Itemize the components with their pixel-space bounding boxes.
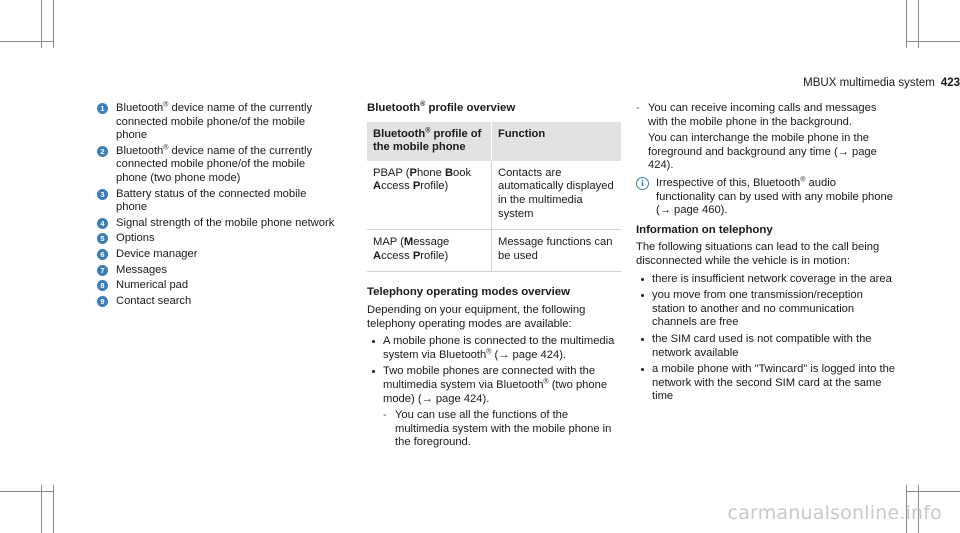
legend-item: 9 Contact search [97, 295, 337, 309]
info-intro: The following situations can lead to the call being disconnected while the vehicle is in motion: [636, 241, 880, 267]
crop-mark [906, 0, 907, 48]
table-row [367, 230, 621, 272]
bullet-item: there is insufficient network coverage in the area [636, 273, 898, 287]
table-cell: PBAP (Phone Book Access Profile) [367, 161, 492, 230]
table-cell: Message functions can be used [492, 230, 622, 272]
middle-column [367, 102, 625, 453]
legend-item: 5 Options [97, 232, 337, 246]
crop-mark [53, 0, 54, 48]
number-badge: 8 [97, 280, 108, 291]
legend-item: 3 Battery status of the connected mobile phone [97, 188, 337, 215]
dash-item: - You can use all the functions of the multimedia system with the mobile phone in the foreground. [383, 409, 625, 450]
table-header-cell: Function [492, 122, 622, 161]
table-cell: MAP (Message Access Profile) [367, 230, 492, 272]
profile-overview-heading: Bluetooth® profile overview [367, 101, 516, 114]
table-cell: Contacts are automatically displayed in the multimedia system [492, 161, 622, 230]
running-header [40, 77, 960, 91]
bullet-item: a mobile phone with "Twincard" is logged into the network with the second SIM card at the same time [636, 363, 898, 404]
page-number: 423 [940, 77, 960, 89]
number-badge: 7 [97, 265, 108, 276]
dash-item: - You can receive incoming calls and messages with the mobile phone in the background. [636, 102, 898, 129]
crop-mark [41, 485, 42, 533]
table-header-cell: Bluetooth® profile of the mobile phone [367, 122, 492, 161]
number-badge: 1 [97, 103, 108, 114]
bullet-item: A mobile phone is connected to the multimedia system via Bluetooth® (→ page 424). [367, 335, 625, 362]
table-row [367, 161, 621, 230]
number-badge: 6 [97, 249, 108, 260]
legend-item: 8 Numerical pad [97, 279, 337, 293]
crop-mark [53, 485, 54, 533]
bullet-item: Two mobile phones are connected with the multimedia system via Bluetooth® (two phone mode) (→ page 424). [367, 365, 625, 406]
header-title: MBUX multimedia system [803, 77, 935, 89]
modes-heading: Telephony operating modes overview [367, 286, 570, 299]
crop-mark [906, 491, 960, 492]
number-badge: 2 [97, 146, 108, 157]
number-badge: 3 [97, 189, 108, 200]
bullet-item: you move from one transmission/reception station to another and no communication channels are free [636, 289, 898, 330]
watermark: carmanualsonline.info [727, 502, 942, 524]
profile-table [367, 122, 621, 273]
bullet-item: the SIM card used is not compatible with the network available [636, 333, 898, 360]
crop-mark [906, 41, 960, 42]
modes-intro: Depending on your equipment, the following telephony operating modes are available: [367, 303, 586, 330]
crop-mark [0, 41, 53, 42]
info-note: i Irrespective of this, Bluetooth® audio functionality can by used with any mobile phone (→ page 460). [636, 177, 898, 218]
number-badge: 4 [97, 218, 108, 229]
info-icon: i [636, 177, 649, 190]
legend-item: 1 Bluetooth® device name of the currently connected mobile phone/of the mobile phone [97, 102, 337, 143]
legend-list [97, 102, 337, 310]
number-badge: 9 [97, 296, 108, 307]
number-badge: 5 [97, 233, 108, 244]
legend-item: 2 Bluetooth® device name of the currently connected mobile phone/of the mobile phone (two phone mode) [97, 145, 337, 186]
dash-continuation: You can interchange the mobile phone in the foreground and background any time (→ page 424). [648, 132, 877, 172]
legend-item: 7 Messages [97, 264, 337, 278]
crop-mark [0, 491, 53, 492]
legend-item: 6 Device manager [97, 248, 337, 262]
info-heading: Information on telephony [636, 223, 773, 236]
legend-item: 4 Signal strength of the mobile phone network [97, 217, 337, 231]
table-header-row [367, 122, 621, 161]
right-column [636, 102, 898, 407]
